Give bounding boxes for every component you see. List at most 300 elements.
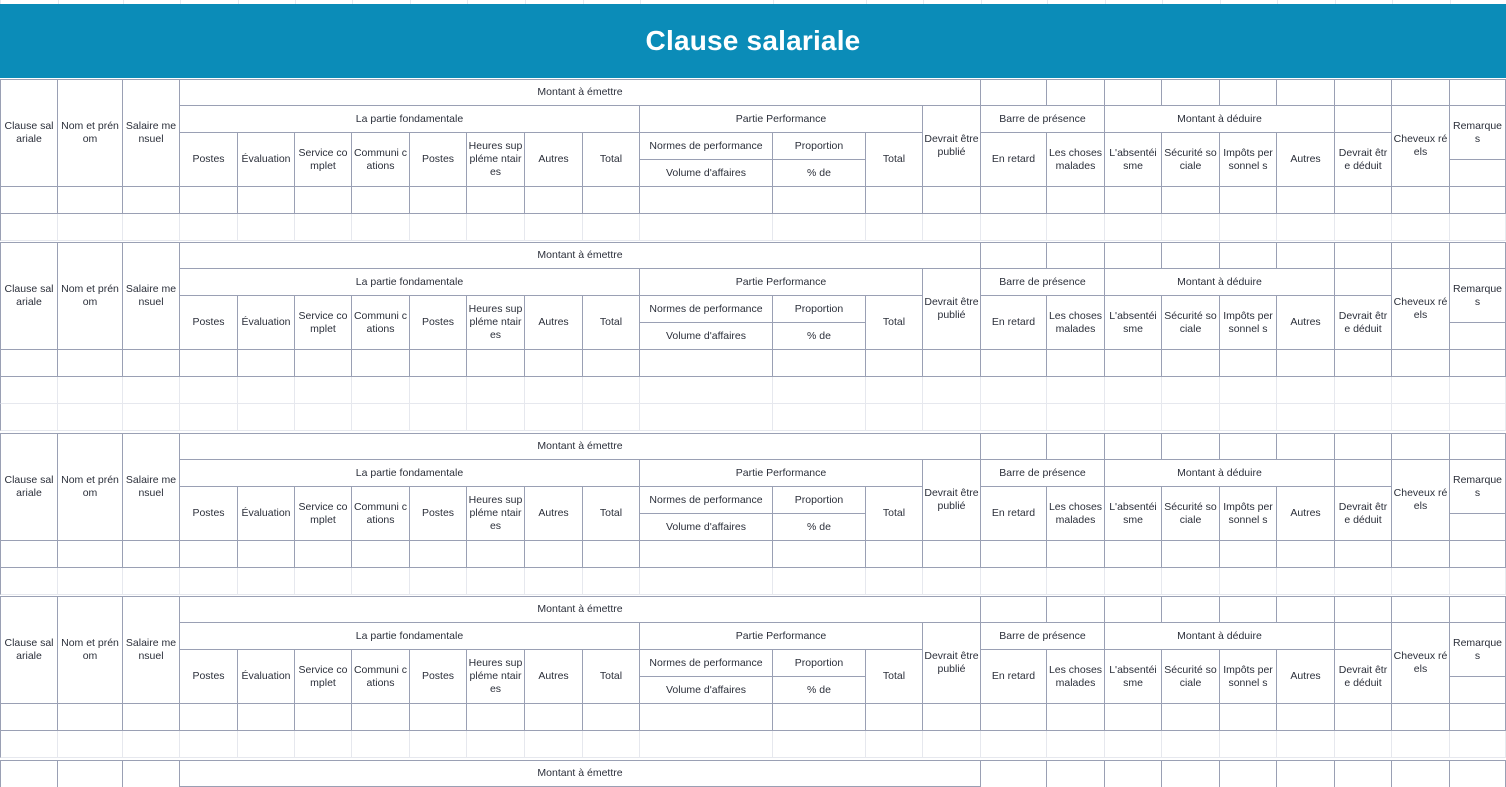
data-cell[interactable] (773, 350, 866, 377)
data-cell[interactable] (1047, 541, 1105, 568)
data-cell[interactable] (58, 704, 123, 731)
header-retard: En retard (981, 650, 1047, 704)
header-partie-performance: Partie Performance (640, 269, 923, 296)
data-cell[interactable] (123, 568, 180, 595)
data-cell[interactable] (1277, 568, 1335, 595)
data-cell[interactable] (410, 704, 467, 731)
data-cell[interactable] (640, 731, 773, 758)
data-cell[interactable] (773, 214, 866, 241)
header-postes: Postes (180, 296, 238, 350)
empty-cell[interactable] (1392, 760, 1450, 787)
data-cell[interactable] (1450, 541, 1506, 568)
data-cell[interactable] (773, 568, 866, 595)
data-cell[interactable] (981, 377, 1047, 404)
data-cell[interactable] (923, 704, 981, 731)
data-cell[interactable] (640, 541, 773, 568)
data-cell[interactable] (1105, 704, 1162, 731)
empty-cell[interactable] (1047, 242, 1105, 269)
empty-cell[interactable] (1162, 433, 1220, 460)
header-autres2: Autres (1277, 487, 1335, 541)
data-cell[interactable] (410, 541, 467, 568)
empty-cell[interactable] (1277, 242, 1335, 269)
data-cell[interactable] (180, 404, 238, 431)
data-cell[interactable] (123, 214, 180, 241)
empty-cell[interactable] (1162, 760, 1220, 787)
data-cell[interactable] (525, 731, 583, 758)
data-cell[interactable] (525, 704, 583, 731)
data-cell[interactable] (773, 541, 866, 568)
data-cell[interactable] (1105, 731, 1162, 758)
header-clause-salariale: Clause salariale (0, 433, 58, 541)
empty-cell[interactable] (981, 433, 1047, 460)
data-cell[interactable] (583, 350, 640, 377)
data-cell[interactable] (866, 541, 923, 568)
data-cell[interactable] (123, 350, 180, 377)
data-cell[interactable] (640, 350, 773, 377)
data-cell[interactable] (352, 350, 410, 377)
header-partie-performance: Partie Performance (640, 623, 923, 650)
data-cell[interactable] (180, 187, 238, 214)
data-cell[interactable] (0, 214, 58, 241)
data-cell[interactable] (1220, 731, 1277, 758)
empty-cell[interactable] (1277, 79, 1335, 106)
empty-cell[interactable] (981, 79, 1047, 106)
data-cell[interactable] (1220, 377, 1277, 404)
empty-cell[interactable] (1335, 760, 1392, 787)
empty-cell[interactable] (1335, 242, 1392, 269)
data-cell[interactable] (238, 187, 295, 214)
header-postes: Postes (180, 650, 238, 704)
data-cell[interactable] (981, 704, 1047, 731)
data-cell[interactable] (467, 731, 525, 758)
data-cell[interactable] (352, 704, 410, 731)
data-cell[interactable] (352, 404, 410, 431)
header-malades: Les choses malades (1047, 296, 1105, 350)
header-salaire-mensuel: Salaire mensuel (123, 596, 180, 704)
empty-cell[interactable] (1277, 760, 1335, 787)
data-cell[interactable] (295, 187, 352, 214)
data-cell[interactable] (1392, 350, 1450, 377)
header-devrait-etre-publie: Devrait être publié (923, 623, 981, 704)
empty-cell[interactable] (1392, 433, 1450, 460)
data-cell[interactable] (1450, 377, 1506, 404)
data-cell[interactable] (467, 377, 525, 404)
empty-cell[interactable] (1392, 79, 1450, 106)
empty-cell[interactable] (1450, 433, 1506, 460)
data-cell[interactable] (923, 731, 981, 758)
data-cell[interactable] (1047, 377, 1105, 404)
empty-cell[interactable] (1450, 514, 1506, 541)
data-cell[interactable] (410, 731, 467, 758)
empty-cell[interactable] (1335, 596, 1392, 623)
data-cell[interactable] (467, 704, 525, 731)
empty-cell[interactable] (1450, 323, 1506, 350)
data-cell[interactable] (1335, 704, 1392, 731)
data-cell[interactable] (123, 731, 180, 758)
data-cell[interactable] (583, 704, 640, 731)
data-cell[interactable] (1162, 731, 1220, 758)
data-cell[interactable] (123, 704, 180, 731)
data-cell[interactable] (238, 568, 295, 595)
data-cell[interactable] (1162, 350, 1220, 377)
data-cell[interactable] (1277, 350, 1335, 377)
empty-cell[interactable] (1450, 677, 1506, 704)
data-cell[interactable] (1335, 541, 1392, 568)
data-cell[interactable] (1105, 404, 1162, 431)
data-cell[interactable] (1450, 704, 1506, 731)
header-devrait_deduit: Devrait être déduit (1335, 133, 1392, 187)
data-cell[interactable] (866, 568, 923, 595)
data-cell[interactable] (123, 541, 180, 568)
data-cell[interactable] (58, 404, 123, 431)
data-cell[interactable] (1220, 704, 1277, 731)
data-cell[interactable] (1220, 187, 1277, 214)
data-cell[interactable] (1277, 187, 1335, 214)
data-cell[interactable] (525, 350, 583, 377)
data-cell[interactable] (352, 214, 410, 241)
data-cell[interactable] (981, 731, 1047, 758)
empty-cell[interactable] (1450, 760, 1506, 787)
empty-cell[interactable] (1220, 433, 1277, 460)
empty-cell[interactable] (1277, 596, 1335, 623)
data-cell[interactable] (773, 187, 866, 214)
data-cell[interactable] (583, 214, 640, 241)
header-heures: Heures suppléme ntaires (467, 650, 525, 704)
data-cell[interactable] (0, 731, 58, 758)
data-cell[interactable] (352, 187, 410, 214)
data-cell[interactable] (923, 377, 981, 404)
data-cell[interactable] (467, 404, 525, 431)
empty-cell[interactable] (1335, 79, 1392, 106)
header-total: Total (583, 133, 640, 187)
empty-cell[interactable] (981, 760, 1047, 787)
data-cell[interactable] (1277, 404, 1335, 431)
header-autres2: Autres (1277, 650, 1335, 704)
data-cell[interactable] (180, 541, 238, 568)
data-cell[interactable] (1047, 404, 1105, 431)
data-cell[interactable] (410, 377, 467, 404)
data-cell[interactable] (180, 568, 238, 595)
data-cell[interactable] (123, 404, 180, 431)
empty-cell[interactable] (1220, 242, 1277, 269)
data-cell[interactable] (180, 377, 238, 404)
data-cell[interactable] (1392, 377, 1450, 404)
header-communi: Communi cations (352, 487, 410, 541)
empty-cell[interactable] (1047, 760, 1105, 787)
data-cell[interactable] (1277, 704, 1335, 731)
data-cell[interactable] (1277, 214, 1335, 241)
data-cell[interactable] (1335, 731, 1392, 758)
data-cell[interactable] (0, 187, 58, 214)
data-cell[interactable] (923, 350, 981, 377)
data-cell[interactable] (180, 214, 238, 241)
data-cell[interactable] (981, 541, 1047, 568)
data-cell[interactable] (1105, 541, 1162, 568)
data-cell[interactable] (410, 350, 467, 377)
data-cell[interactable] (1047, 704, 1105, 731)
data-cell[interactable] (1220, 214, 1277, 241)
empty-cell[interactable] (0, 760, 58, 787)
data-cell[interactable] (180, 731, 238, 758)
data-cell[interactable] (238, 541, 295, 568)
data-cell[interactable] (352, 731, 410, 758)
data-cell[interactable] (525, 377, 583, 404)
empty-cell[interactable] (1392, 596, 1450, 623)
data-cell[interactable] (238, 350, 295, 377)
data-cell[interactable] (866, 350, 923, 377)
data-cell[interactable] (1220, 350, 1277, 377)
data-cell[interactable] (467, 568, 525, 595)
data-cell[interactable] (1335, 350, 1392, 377)
header-salaire-mensuel: Salaire mensuel (123, 79, 180, 187)
data-cell[interactable] (1392, 568, 1450, 595)
header-impots: Impôts personnel s (1220, 133, 1277, 187)
data-cell[interactable] (1450, 187, 1506, 214)
data-cell[interactable] (981, 350, 1047, 377)
data-cell[interactable] (410, 568, 467, 595)
data-cell[interactable] (923, 541, 981, 568)
data-cell[interactable] (525, 187, 583, 214)
data-cell[interactable] (583, 568, 640, 595)
empty-cell[interactable] (1047, 433, 1105, 460)
data-cell[interactable] (58, 541, 123, 568)
data-cell[interactable] (773, 704, 866, 731)
data-cell[interactable] (1105, 568, 1162, 595)
data-cell[interactable] (238, 214, 295, 241)
data-cell[interactable] (295, 704, 352, 731)
data-cell[interactable] (1047, 350, 1105, 377)
data-cell[interactable] (1162, 541, 1220, 568)
data-cell[interactable] (1392, 731, 1450, 758)
data-cell[interactable] (467, 214, 525, 241)
data-cell[interactable] (58, 731, 123, 758)
empty-cell[interactable] (1335, 623, 1392, 650)
data-cell[interactable] (295, 404, 352, 431)
data-cell[interactable] (981, 404, 1047, 431)
empty-cell[interactable] (1450, 79, 1506, 106)
data-cell[interactable] (1162, 568, 1220, 595)
data-cell[interactable] (0, 568, 58, 595)
data-cell[interactable] (640, 404, 773, 431)
empty-cell[interactable] (1105, 79, 1162, 106)
data-cell[interactable] (525, 214, 583, 241)
empty-cell[interactable] (1220, 596, 1277, 623)
data-cell[interactable] (583, 541, 640, 568)
data-cell[interactable] (295, 214, 352, 241)
data-cell[interactable] (583, 377, 640, 404)
data-cell[interactable] (467, 187, 525, 214)
empty-cell[interactable] (58, 760, 123, 787)
data-cell[interactable] (238, 704, 295, 731)
data-cell[interactable] (640, 704, 773, 731)
data-cell[interactable] (525, 568, 583, 595)
empty-cell[interactable] (1105, 596, 1162, 623)
data-cell[interactable] (1450, 731, 1506, 758)
header-total: Total (583, 296, 640, 350)
header-communi: Communi cations (352, 650, 410, 704)
data-cell[interactable] (866, 214, 923, 241)
header-impots: Impôts personnel s (1220, 487, 1277, 541)
empty-cell[interactable] (1162, 79, 1220, 106)
empty-cell[interactable] (1335, 106, 1392, 133)
data-cell[interactable] (773, 404, 866, 431)
header-autres: Autres (525, 487, 583, 541)
data-cell[interactable] (352, 568, 410, 595)
data-cell[interactable] (1450, 214, 1506, 241)
data-cell[interactable] (923, 214, 981, 241)
data-cell[interactable] (1162, 214, 1220, 241)
data-cell[interactable] (923, 187, 981, 214)
data-cell[interactable] (467, 541, 525, 568)
empty-cell[interactable] (123, 760, 180, 787)
data-cell[interactable] (1450, 350, 1506, 377)
data-cell[interactable] (58, 568, 123, 595)
header-absenteisme: L'absentéi sme (1105, 133, 1162, 187)
data-cell[interactable] (923, 568, 981, 595)
data-cell[interactable] (866, 377, 923, 404)
data-cell[interactable] (640, 214, 773, 241)
data-cell[interactable] (180, 704, 238, 731)
data-cell[interactable] (58, 214, 123, 241)
data-cell[interactable] (1335, 377, 1392, 404)
header-cheveux-reels: Cheveux réels (1392, 623, 1450, 704)
data-cell[interactable] (1162, 187, 1220, 214)
data-cell[interactable] (640, 377, 773, 404)
empty-cell[interactable] (1220, 79, 1277, 106)
empty-cell[interactable] (1335, 433, 1392, 460)
data-cell[interactable] (295, 377, 352, 404)
data-cell[interactable] (1335, 568, 1392, 595)
data-cell[interactable] (1277, 731, 1335, 758)
data-cell[interactable] (467, 350, 525, 377)
data-cell[interactable] (0, 541, 58, 568)
data-cell[interactable] (352, 541, 410, 568)
header-normes-performance: Normes de performance (640, 296, 773, 323)
data-cell[interactable] (1047, 214, 1105, 241)
data-cell[interactable] (1105, 187, 1162, 214)
data-cell[interactable] (352, 377, 410, 404)
data-cell[interactable] (1450, 404, 1506, 431)
data-cell[interactable] (58, 187, 123, 214)
data-cell[interactable] (295, 541, 352, 568)
data-cell[interactable] (525, 404, 583, 431)
data-cell[interactable] (1392, 541, 1450, 568)
empty-cell[interactable] (1450, 596, 1506, 623)
data-cell[interactable] (1220, 404, 1277, 431)
data-cell[interactable] (583, 187, 640, 214)
data-cell[interactable] (866, 704, 923, 731)
empty-cell[interactable] (1335, 269, 1392, 296)
data-cell[interactable] (1277, 541, 1335, 568)
data-cell[interactable] (0, 404, 58, 431)
data-cell[interactable] (0, 704, 58, 731)
data-cell[interactable] (1105, 350, 1162, 377)
data-cell[interactable] (238, 377, 295, 404)
data-cell[interactable] (1162, 704, 1220, 731)
data-cell[interactable] (1162, 377, 1220, 404)
data-cell[interactable] (640, 568, 773, 595)
header-devrait-etre-publie: Devrait être publié (923, 460, 981, 541)
empty-cell[interactable] (1105, 242, 1162, 269)
data-cell[interactable] (525, 541, 583, 568)
empty-cell[interactable] (1392, 242, 1450, 269)
data-cell[interactable] (123, 187, 180, 214)
data-cell[interactable] (238, 404, 295, 431)
data-cell[interactable] (1105, 214, 1162, 241)
data-cell[interactable] (1277, 377, 1335, 404)
empty-cell[interactable] (1450, 160, 1506, 187)
data-cell[interactable] (0, 350, 58, 377)
data-cell[interactable] (1392, 214, 1450, 241)
empty-cell[interactable] (1277, 433, 1335, 460)
data-cell[interactable] (1450, 568, 1506, 595)
data-cell[interactable] (583, 404, 640, 431)
empty-cell[interactable] (1105, 433, 1162, 460)
data-cell[interactable] (58, 377, 123, 404)
data-cell[interactable] (1162, 404, 1220, 431)
data-cell[interactable] (866, 731, 923, 758)
data-cell[interactable] (295, 731, 352, 758)
empty-cell[interactable] (1105, 760, 1162, 787)
data-cell[interactable] (295, 350, 352, 377)
data-cell[interactable] (1047, 187, 1105, 214)
data-cell[interactable] (410, 404, 467, 431)
data-cell[interactable] (1220, 568, 1277, 595)
data-cell[interactable] (0, 377, 58, 404)
data-cell[interactable] (1392, 704, 1450, 731)
data-cell[interactable] (866, 404, 923, 431)
data-cell[interactable] (1335, 214, 1392, 241)
empty-cell[interactable] (1047, 596, 1105, 623)
data-cell[interactable] (583, 731, 640, 758)
header-devrait-etre-publie: Devrait être publié (923, 269, 981, 350)
data-cell[interactable] (981, 214, 1047, 241)
empty-cell[interactable] (1162, 596, 1220, 623)
empty-cell[interactable] (1162, 242, 1220, 269)
data-cell[interactable] (1392, 187, 1450, 214)
empty-cell[interactable] (981, 242, 1047, 269)
data-cell[interactable] (981, 187, 1047, 214)
data-cell[interactable] (58, 350, 123, 377)
data-cell[interactable] (923, 404, 981, 431)
data-cell[interactable] (773, 377, 866, 404)
data-cell[interactable] (1392, 404, 1450, 431)
data-cell[interactable] (1335, 404, 1392, 431)
data-cell[interactable] (640, 187, 773, 214)
data-cell[interactable] (1047, 731, 1105, 758)
empty-cell[interactable] (1220, 760, 1277, 787)
empty-cell[interactable] (1335, 460, 1392, 487)
data-cell[interactable] (410, 187, 467, 214)
data-cell[interactable] (123, 377, 180, 404)
data-cell[interactable] (1047, 568, 1105, 595)
empty-cell[interactable] (1450, 242, 1506, 269)
data-cell[interactable] (866, 187, 923, 214)
data-cell[interactable] (1335, 187, 1392, 214)
data-cell[interactable] (238, 731, 295, 758)
data-cell[interactable] (295, 568, 352, 595)
data-cell[interactable] (981, 568, 1047, 595)
header-total-performance: Total (866, 487, 923, 541)
header-volume-affaires: Volume d'affaires (640, 160, 773, 187)
data-cell[interactable] (180, 350, 238, 377)
empty-cell[interactable] (1047, 79, 1105, 106)
data-cell[interactable] (773, 731, 866, 758)
data-cell[interactable] (410, 214, 467, 241)
empty-cell[interactable] (981, 596, 1047, 623)
data-cell[interactable] (1220, 541, 1277, 568)
data-cell[interactable] (1105, 377, 1162, 404)
